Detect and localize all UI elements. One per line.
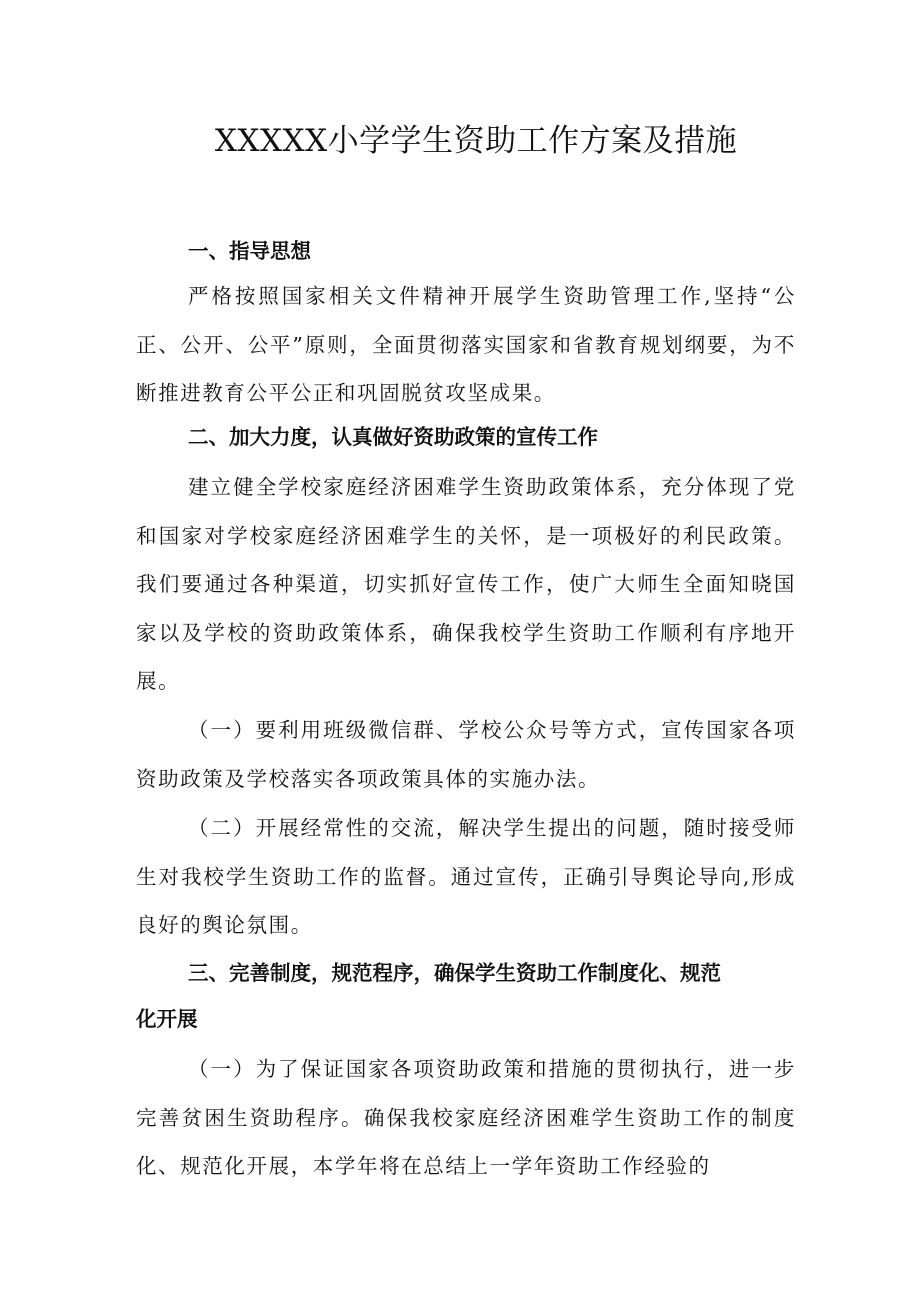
section-heading-1: 一、指导思想	[188, 239, 311, 263]
section-2-paragraph-3: （二）开展经常性的交流，解决学生提出的问题，随时接受师生对我校学生资助工作的监督。通过宣传，正确引导舆论导向,形成良好的舆论氛围。	[136, 816, 796, 937]
section-heading-2: 二、加大力度，认真做好资助政策的宣传工作	[188, 425, 598, 449]
section-2-paragraph-2: （一）要利用班级微信群、学校公众号等方式，宣传国家各项资助政策及学校落实各项政策具体的实施办法。	[136, 718, 796, 791]
section-heading-3-line1: 三、完善制度，规范程序，确保学生资助工作制度化、规范	[188, 961, 721, 985]
document-title: XXXXX小学学生资助工作方案及措施	[214, 123, 738, 159]
section-3-paragraph-1: （一）为了保证国家各项资助政策和措施的贯彻执行，进一步完善贫困生资助程序。确保我校家庭经济困难学生资助工作的制度化、规范化开展，本学年将在总结上一学年资助工作经验的	[136, 1057, 796, 1178]
section-1-paragraph-1: 严格按照国家相关文件精神开展学生资助管理工作,坚持“公正、公开、公平”原则，全面贯彻落实国家和省教育规划纲要，为不断推进教育公平公正和巩固脱贫攻坚成果。	[136, 284, 796, 405]
section-heading-3	[136, 950, 808, 1042]
section-2-paragraph-1: 建立健全学校家庭经济困难学生资助政策体系，充分体现了党和国家对学校家庭经济困难学生的关怀，是一项极好的利民政策。我们要通过各种渠道，切实抓好宣传工作，使广大师生全面知晓国家以及学校的资助政策体系，确保我校学生资助工作顺利有序地开展。	[136, 475, 796, 693]
section-heading-3-line2: 化开展	[136, 1007, 198, 1031]
